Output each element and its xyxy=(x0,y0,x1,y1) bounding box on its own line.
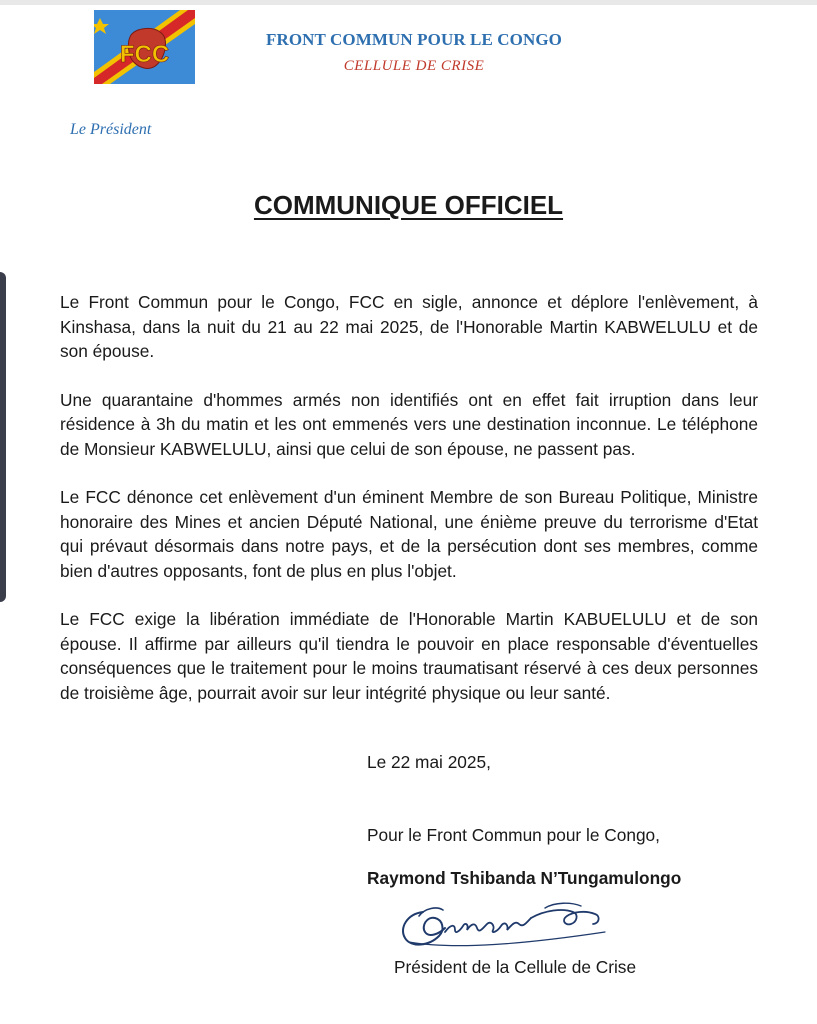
organization-unit: CELLULE DE CRISE xyxy=(343,58,485,74)
paragraph-4: Le FCC exige la libération immédiate de l'Honorable Martin KABUELULU et de son épouse. Il affirme par ailleurs qu'il tiendra le pouvoir en place responsable d'éventuelles conséquences que le traitement pour le moins traumatisant réservé à ces deux personnes de troisième âge, pourrait avoir sur leur intégrité physique ou leur santé. xyxy=(60,609,758,703)
paragraph-2: Une quarantaine d'hommes armés non identifiés ont en effet fait irruption dans leur résidence à 3h du matin et les ont emmenés vers une destination inconnue. Le téléphone de Monsieur KABWELULU, ainsi que celui de son épouse, ne passent pas. xyxy=(60,389,758,459)
fcc-logo xyxy=(94,10,195,84)
handwritten-signature xyxy=(395,898,620,956)
paragraph-1: Le Front Commun pour le Congo, FCC en sigle, annonce et déplore l'enlèvement, à Kinshasa, dans la nuit du 21 au 22 mai 2025, de l'Honorable Martin KABWELULU et de son épouse. xyxy=(60,292,758,361)
date-line: Le 22 mai 2025, xyxy=(367,752,491,772)
signer-role: Président de la Cellule de Crise xyxy=(394,957,637,977)
document-title: COMMUNIQUE OFFICIEL xyxy=(253,190,564,220)
top-strip xyxy=(0,0,817,5)
on-behalf-line: Pour le Front Commun pour le Congo, xyxy=(367,825,660,845)
scroll-edge-handle[interactable] xyxy=(0,272,6,602)
document-body xyxy=(60,290,758,729)
signature-icon xyxy=(395,898,620,956)
fcc-flag-logo-icon xyxy=(94,10,195,84)
paragraph-3: Le FCC dénonce cet enlèvement d'un éminent Membre de son Bureau Politique, Ministre honoraire des Mines et ancien Député National, une énième preuve du terrorisme d'Etat qui prévaut désormais dans notre pays, et de la persécution dont ses membres, comme bien d'autres opposants, font de plus en plus l'objet. xyxy=(60,487,758,581)
president-label: Le Président xyxy=(70,121,152,138)
organization-name: FRONT COMMUN POUR LE CONGO xyxy=(266,30,562,49)
signer-name: Raymond Tshibanda N’Tungamulongo xyxy=(367,868,682,888)
svg-text:FCC: FCC xyxy=(119,41,170,68)
